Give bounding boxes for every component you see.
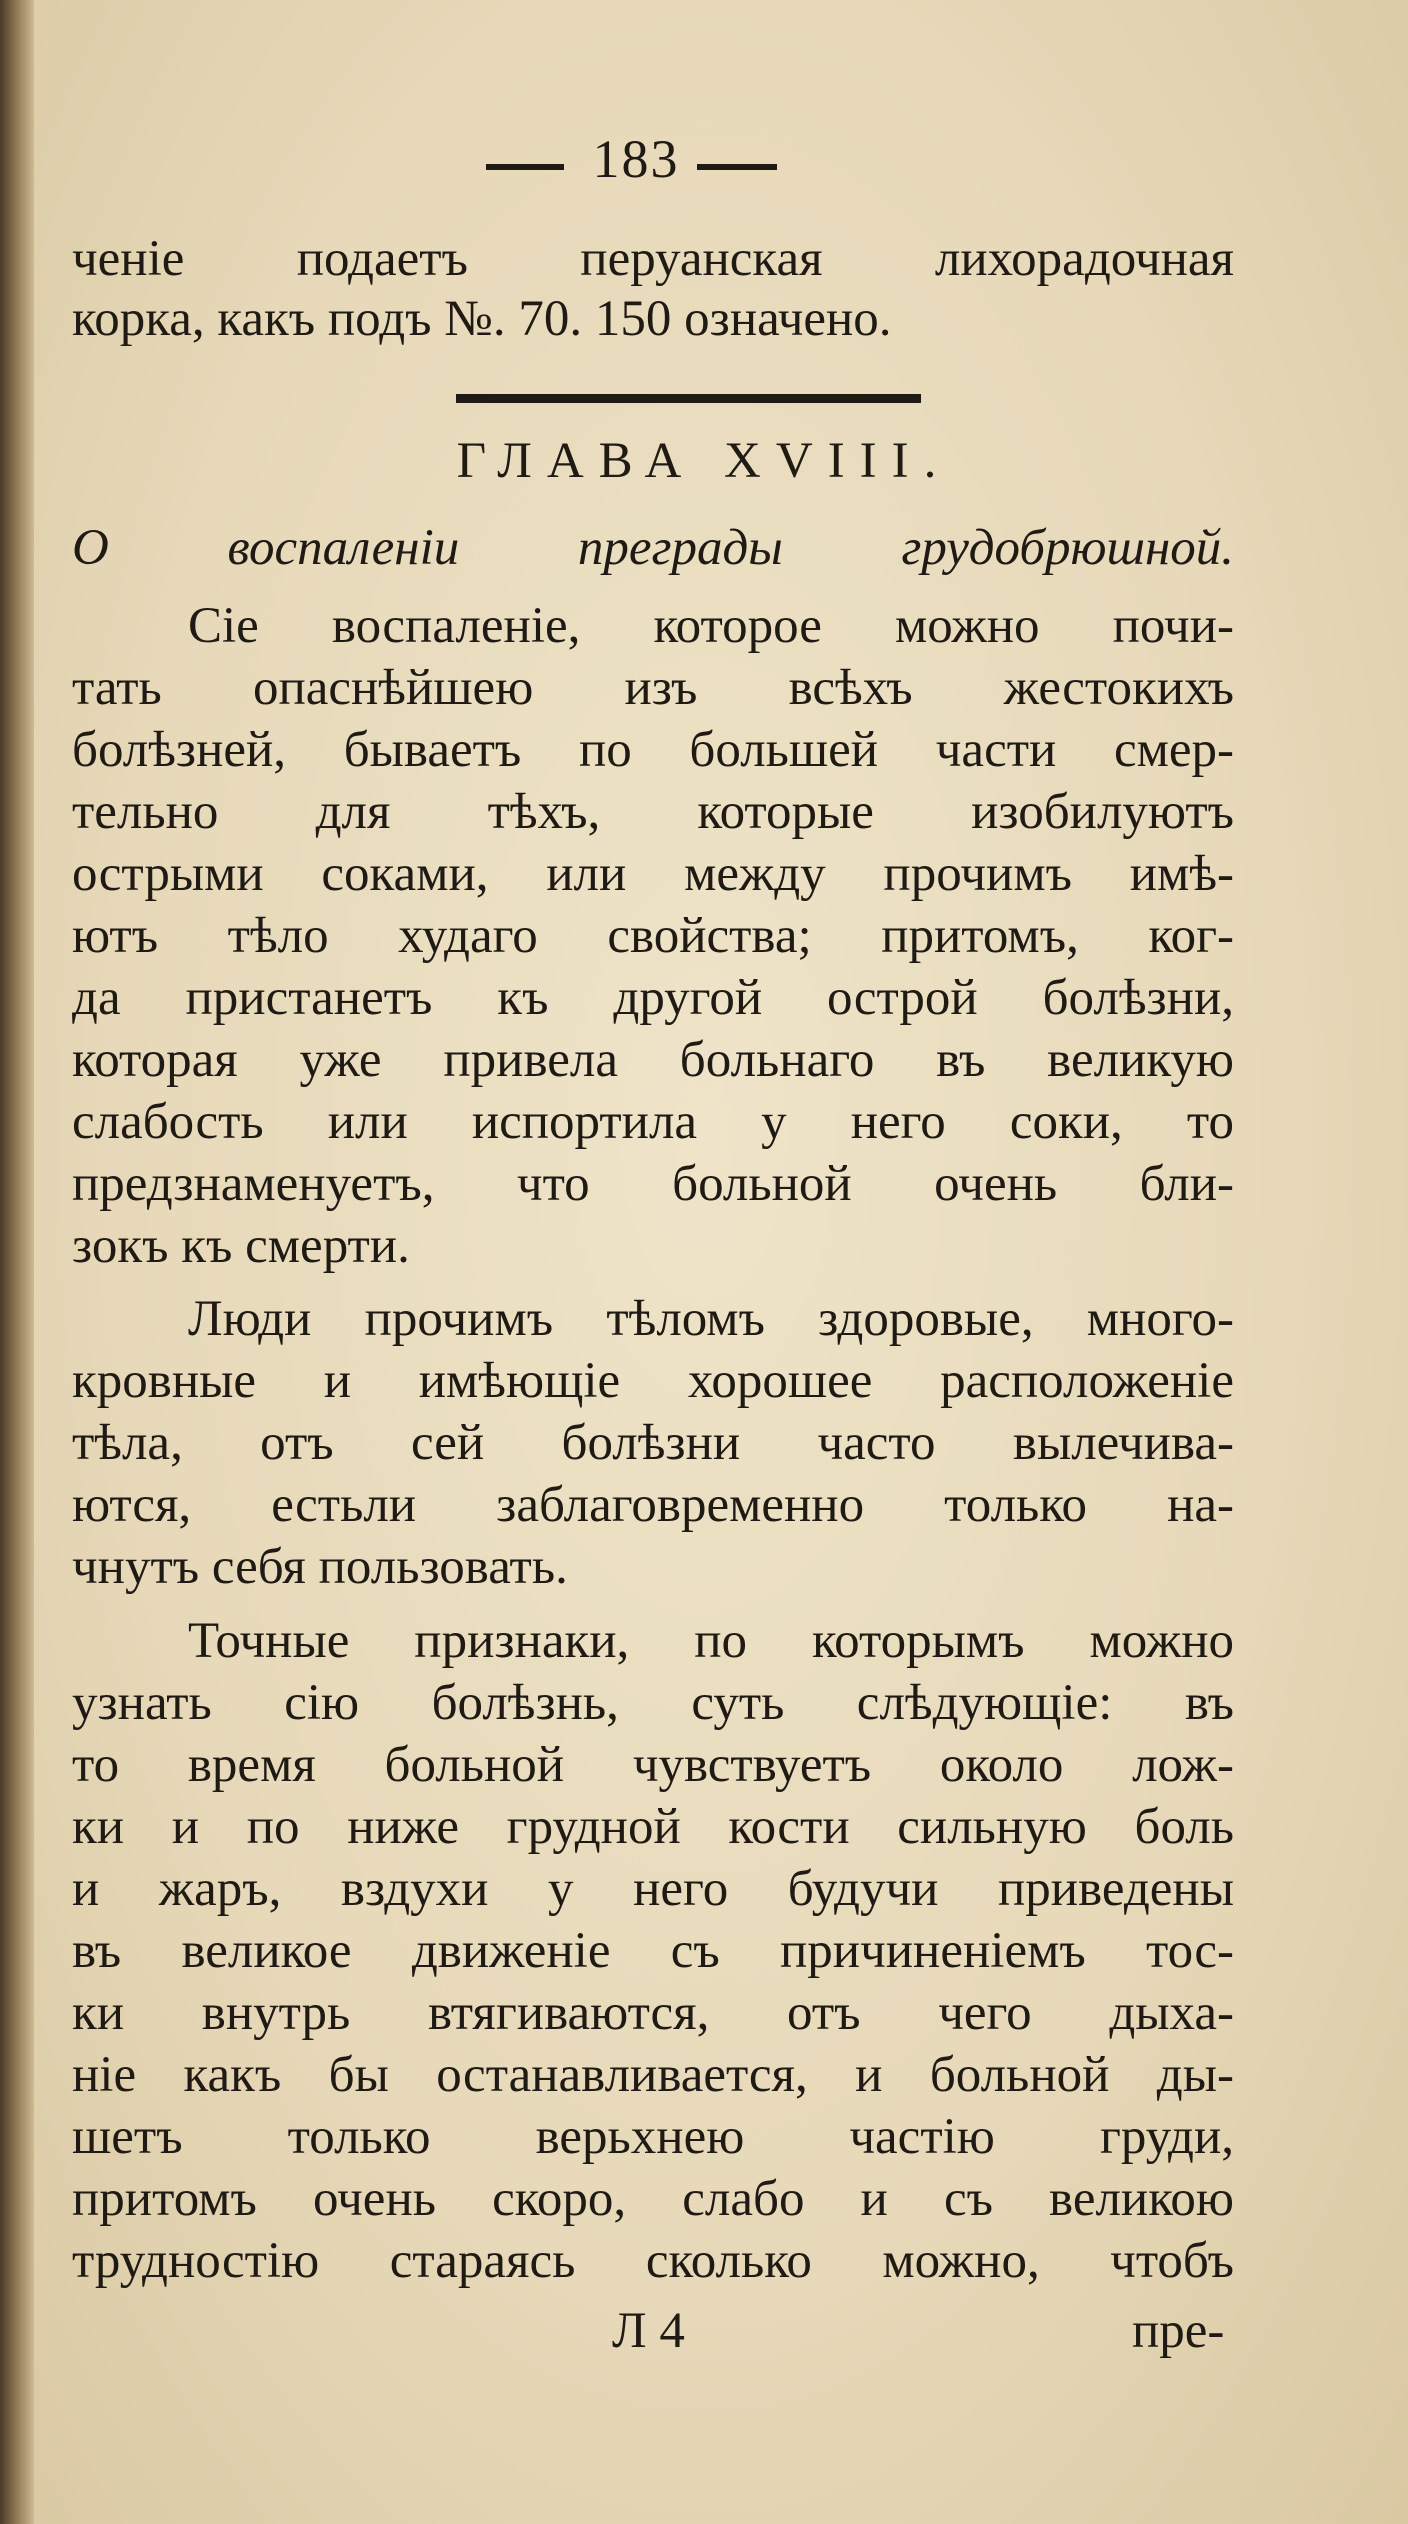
text-line: острыми соками, или между прочимъ имѣ- <box>72 846 1234 902</box>
text-line: да пристанетъ къ другой острой болѣзни, <box>72 970 1234 1026</box>
text-line: ютъ тѣло худаго свойства; притомъ, ког- <box>72 908 1234 964</box>
text-line: болѣзней, бываетъ по большей части смер- <box>72 722 1234 778</box>
text-line: слабость или испортила у него соки, то <box>72 1094 1234 1150</box>
text-line: ченіе подаетъ перуанская лихорадочная <box>72 231 1234 287</box>
text-line: ніе какъ бы останавливается, и больной ды- <box>72 2047 1234 2103</box>
page-gutter-edge <box>0 0 34 2524</box>
text-line: чнутъ себя пользовать. <box>72 1539 568 1595</box>
text-line: и жаръ, вздухи у него будучи приведены <box>72 1861 1234 1917</box>
text-line: узнать сію болѣзнь, суть слѣдующіе: въ <box>72 1675 1234 1731</box>
text-line: тать опаснѣйшею изъ всѣхъ жестокихъ <box>72 660 1234 716</box>
header-dash-right <box>697 164 777 170</box>
text-line: Точные признаки, по которымъ можно <box>188 1613 1234 1669</box>
text-line: которая уже привела больнаго въ великую <box>72 1032 1234 1088</box>
page-header <box>0 128 1408 188</box>
text-line: кровные и имѣющіе хорошее расположеніе <box>72 1353 1234 1409</box>
text-line: Сіе воспаленіе, которое можно почи- <box>188 598 1234 654</box>
text-line: ки и по ниже грудной кости сильную боль <box>72 1799 1234 1855</box>
catchword: пре- <box>1132 2303 1225 2359</box>
page-number: 183 <box>592 129 680 189</box>
signature-mark: Л 4 <box>612 2303 685 2359</box>
header-dash-left <box>486 164 564 170</box>
text-line: въ великое движеніе съ причиненіемъ тос- <box>72 1923 1234 1979</box>
text-line: тельно для тѣхъ, которые изобилуютъ <box>72 784 1234 840</box>
text-line: трудностію стараясь сколько можно, чтобъ <box>72 2233 1234 2289</box>
text-line: ки внутрь втягиваются, отъ чего дыха- <box>72 1985 1234 2041</box>
page-footer <box>0 2300 1408 2362</box>
chapter-subtitle: О воспаленіи преграды грудобрюшной. <box>72 520 1234 576</box>
text-line: корка, какъ подъ №. 70. 150 означено. <box>72 291 892 347</box>
text-line: то время больной чувствуетъ около лож- <box>72 1737 1234 1793</box>
text-line: предзнаменуетъ, что больной очень бли- <box>72 1156 1234 1212</box>
text-line: ются, естьли заблаговременно только на- <box>72 1477 1234 1533</box>
text-line: Люди прочимъ тѣломъ здоровые, много- <box>188 1291 1234 1347</box>
text-line: зокъ къ смерти. <box>72 1218 410 1274</box>
chapter-rule <box>456 394 921 403</box>
text-line: тѣла, отъ сей болѣзни часто вылечива- <box>72 1415 1234 1471</box>
text-line: шетъ только верьхнею частію груди, <box>72 2109 1234 2165</box>
text-line: притомъ очень скоро, слабо и съ великою <box>72 2171 1234 2227</box>
chapter-title: ГЛАВА XVIII. <box>456 433 952 489</box>
